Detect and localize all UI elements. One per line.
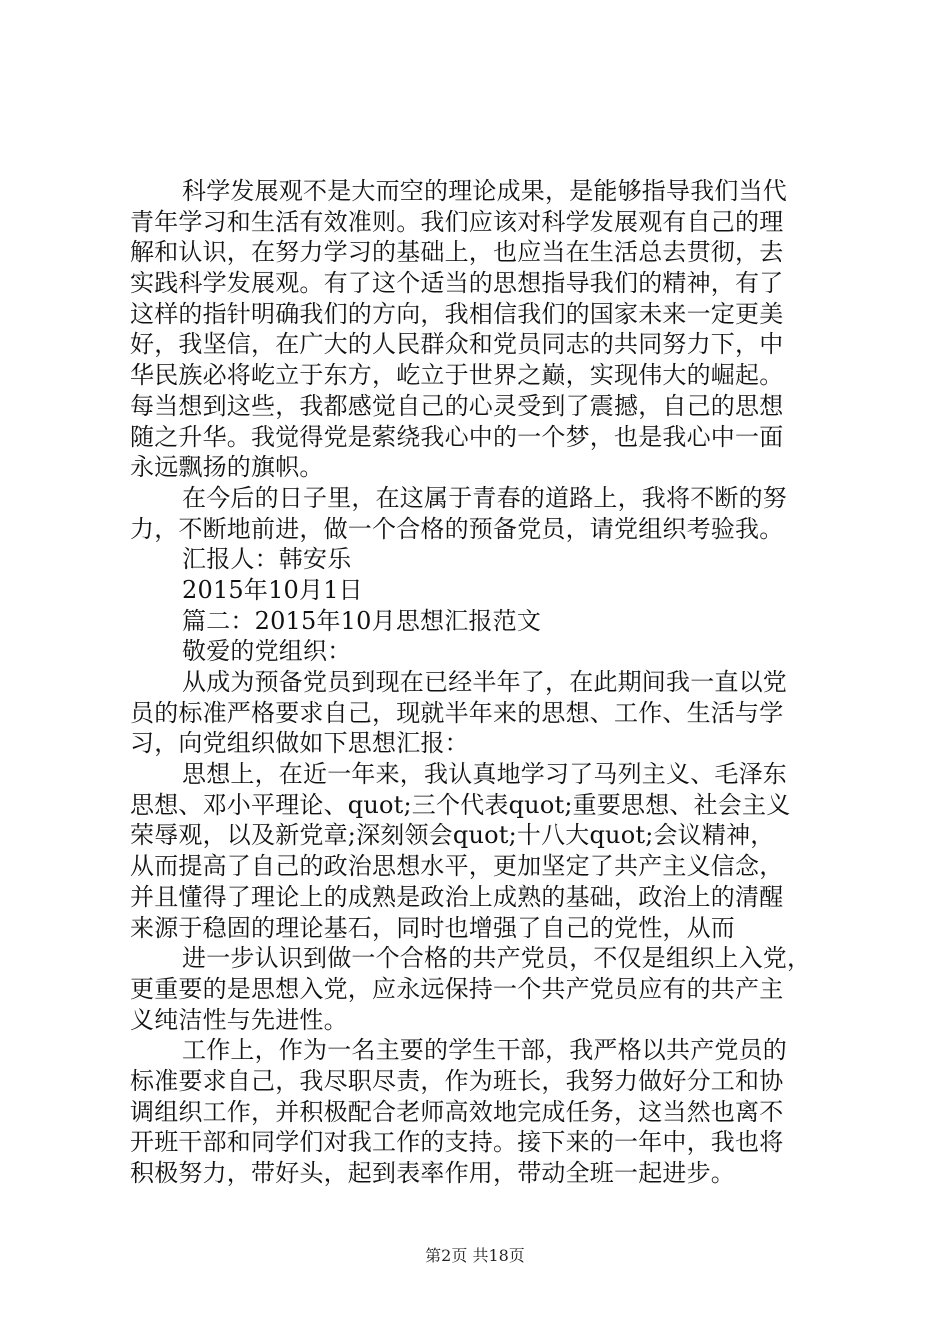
text-line: 来源于稳固的理论基石，同时也增强了自己的党性，从而 [130,913,735,942]
text-line: 从而提高了自己的政治思想水平，更加坚定了共产主义信念， [130,852,784,881]
text-line: 积极努力，带好头，起到表率作用，带动全班一起进步。 [130,1159,735,1187]
text-line: 标准要求自己，我尽职尽责，作为班长，我努力做好分工和协 [130,1066,784,1095]
text-line: 调组织工作，并积极配合老师高效地完成任务，这当然也离不 [130,1097,784,1126]
text-line: 并且懂得了理论上的成熟是政治上成熟的基础，政治上的清醒 [130,882,784,911]
text-line: 2015年10月1日 [182,575,363,604]
text-line: 华民族必将屹立于东方，屹立于世界之巅，实现伟大的崛起。 [130,361,784,390]
text-line: 科学发展观不是大而空的理论成果，是能够指导我们当代 [182,177,787,205]
text-line: 篇二：2015年10月思想汇报范文 [182,606,542,635]
text-line: 力，不断地前进，做一个合格的预备党员，请党组织考验我。 [130,514,784,543]
page-footer: 第2页 共18页 [425,1246,525,1265]
text-line: 汇报人：韩安乐 [182,545,352,574]
text-line: 解和认识，在努力学习的基础上，也应当在生活总去贯彻，去 [130,238,784,267]
text-line: 永远飘扬的旗帜。 [130,453,324,482]
text-line: 在今后的日子里，在这属于青春的道路上，我将不断的努 [182,483,787,512]
text-line: 员的标准严格要求自己，现就半年来的思想、工作、生活与学 [130,698,784,727]
text-line: 义纯洁性与先进性。 [130,1005,348,1034]
text-line: 这样的指针明确我们的方向，我相信我们的国家未来一定更美 [130,299,784,328]
text-line: 从成为预备党员到现在已经半年了，在此期间我一直以党 [182,668,787,696]
text-line: 好，我坚信，在广大的人民群众和党员同志的共同努力下，中 [130,330,784,359]
text-line: 思想上，在近一年来，我认真地学习了马列主义、毛泽东 [182,760,787,789]
text-line: 习，向党组织做如下思想汇报： [130,729,469,758]
text-line: 荣辱观，以及新党章;深刻领会quot;十八大quot;会议精神， [130,821,775,850]
text-line: 思想、邓小平理论、quot;三个代表quot;重要思想、社会主义 [130,790,791,819]
text-line: 更重要的是思想入党，应永远保持一个共产党员应有的共产主 [130,974,784,1003]
text-line: 工作上，作为一名主要的学生干部，我严格以共产党员的 [182,1036,787,1065]
text-line: 随之升华。我觉得党是萦绕我心中的一个梦，也是我心中一面 [130,422,784,451]
text-line: 开班干部和同学们对我工作的支持。接下来的一年中，我也将 [130,1128,784,1157]
text-line: 敬爱的党组织： [182,637,352,666]
document-body [130,176,840,1189]
text-line: 实践科学发展观。有了这个适当的思想指导我们的精神，有了 [130,269,784,298]
text-line: 每当想到这些，我都感觉自己的心灵受到了震撼，自己的思想 [130,391,784,420]
text-line: 进一步认识到做一个合格的共产党员，不仅是组织上入党， [182,944,812,973]
text-line: 青年学习和生活有效准则。我们应该对科学发展观有自己的理 [130,207,784,236]
